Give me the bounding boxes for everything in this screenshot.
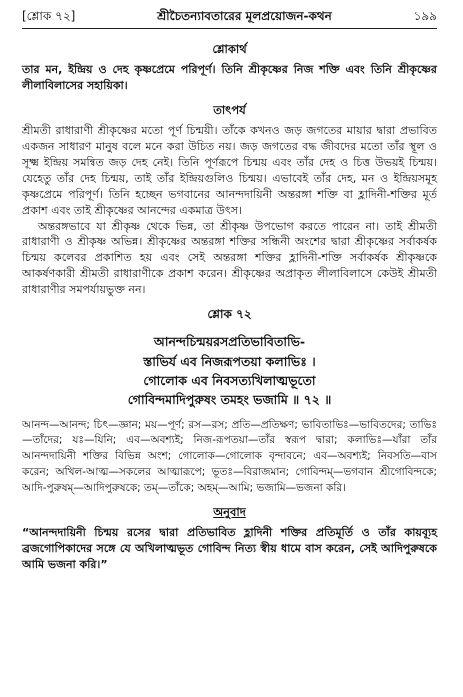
word-for-word: আনন্দ—আনন্দ; চিৎ—জ্ঞান; ময়—পূর্ণ; রস—রস; প্রতি—প্রতিক্ষণ; ভাবিতাভিঃ—ভাবিতদের; তাভিঃ—তাঁদের; যঃ—যিনি; এব—অবশ্যই; নিজ-রূপতয়া—তাঁর স্বরূপ দ্বারা; কলাভিঃ—যাঁরা তাঁর আনন্দদায়িনী শক্তির বিভিন্ন অংশ; গোলোক—গোলোক বৃন্দাবনে; এব—অবশ্যই; নিবসতি—বাস করেন; অখিল-আত্ম—সকলের আত্মারূপে; ভূতঃ—বিরাজমান; গোবিন্দম্—ভগবান শ্রীগোবিন্দকে; আদি-পুরুষম্—আদিপুরুষকে; তম্—তাঁকে; অহম্—আমি; ভজামি—ভজনা করি। bbox=[22, 418, 437, 494]
page-number: ১৯৯ bbox=[413, 9, 437, 23]
header-rule bbox=[22, 28, 437, 29]
sanskrit-verse bbox=[22, 332, 437, 410]
verse-line: আনন্দচিন্ময়রসপ্রতিভাবিতাভি- bbox=[153, 334, 306, 350]
translation-heading: অনুবাদ bbox=[213, 505, 246, 520]
verse-ref: [শ্লোক ৭২] bbox=[22, 9, 76, 23]
shlokartha-text: তার মন, ইন্দ্রিয় ও দেহ কৃষ্ণপ্রেমে পরিপূর্ণ। তিনি শ্রীকৃষ্ণের নিজ শক্তি এবং তিনি শ্রীকৃষ্ণের লীলাবিলাসের সহায়িকা। bbox=[22, 63, 437, 92]
verse-line: স্তাভির্য এব নিজরূপতয়া কলাভিঃ । bbox=[143, 353, 316, 369]
tatparya-heading: তাৎপর্য bbox=[213, 102, 246, 117]
tatparya-paragraph-2: অন্তরঙ্গভাবে যা শ্রীকৃষ্ণ থেকে ভিন্ন, তা শ্রীকৃষ্ণ উপভোগ করতে পারেন না। তাই শ্রীমতী রাধারাণী ও শ্রীকৃষ্ণ অভিন্ন। শ্রীকৃষ্ণের অন্তরঙ্গা শক্তির সন্ধিনী অংশের দ্বারা শ্রীকৃষ্ণের সর্বাকর্ষক চিন্ময় কলেবর প্রকাশিত হয় এবং সেই অন্তরঙ্গা শক্তির হ্লাদিনী-শক্তি সর্বাকর্ষক শ্রীকৃষ্ণকে আকর্ষণকারী শ্রীমতী রাধারাণীকে প্রকাশ করেন। শ্রীকৃষ্ণের অপ্রাকৃত লীলাবিলাসে কেউই শ্রীমতী রাধারাণীর সমপর্যায়ভুক্ত নন। bbox=[22, 219, 437, 297]
translation-text: “আনন্দদায়িনী চিন্ময় রসের দ্বারা প্রতিভাবিত হ্লাদিনী শক্তির প্রতিমূর্তি ও তাঁর কায়ব্যূহ ব্রজগোপিকাদের সঙ্গে যে অখিলাত্মভূত গোবিন্দ নিত্য স্বীয় ধামে বাস করেন, সেই আদিপুরুষকে আমি ভজনা করি।” bbox=[22, 526, 437, 572]
chapter-title: শ্রীচৈতন্যাবতারের মূলপ্রয়োজন-কথন bbox=[157, 9, 332, 23]
page-header bbox=[22, 8, 437, 26]
tatparya-paragraph-1: শ্রীমতী রাধারাণী শ্রীকৃষ্ণের মতো পূর্ণ চিন্ময়ী। তাঁকে কখনও জড় জগতের মায়ার দ্বারা প্রভাবিত একজন সাধারণ মানুষ বলে মনে করা উচিত নয়। জড় জগতের বদ্ধ জীবদের মতো তাঁর স্থূল ও সূক্ষ্ম ইন্দ্রিয় সমন্বিত জড় দেহ নেই। তিনি পূর্ণরূপে চিন্ময় এবং তাঁর দেহ ও চিত্ত উভয়ই চিন্ময়। যেহেতু তাঁর দেহ চিন্ময়, তাই তাঁর ইন্দ্রিয়গুলিও চিন্ময়। এভাবেই তাঁর দেহ, মন ও ইন্দ্রিয়সমূহ কৃষ্ণপ্রেমে পরিপূর্ণ। তিনি হচ্ছেন ভগবানের আনন্দদায়িনী অন্তরঙ্গা শক্তি বা হ্লাদিনী-শক্তির মূর্ত প্রকাশ এবং তাই শ্রীকৃষ্ণের আনন্দের একমাত্র উৎস। bbox=[22, 123, 437, 217]
verse-title: শ্লোক ৭২ bbox=[207, 307, 252, 322]
verse-line: গোলোক এব নিবসত্যখিলাত্মভূতো bbox=[143, 372, 316, 388]
shlokartha-heading: শ্লোকার্থ bbox=[212, 42, 247, 56]
verse-line: গোবিন্দমাদিপুরুষং তমহং ভজামি ॥ ৭২ ॥ bbox=[127, 392, 332, 408]
